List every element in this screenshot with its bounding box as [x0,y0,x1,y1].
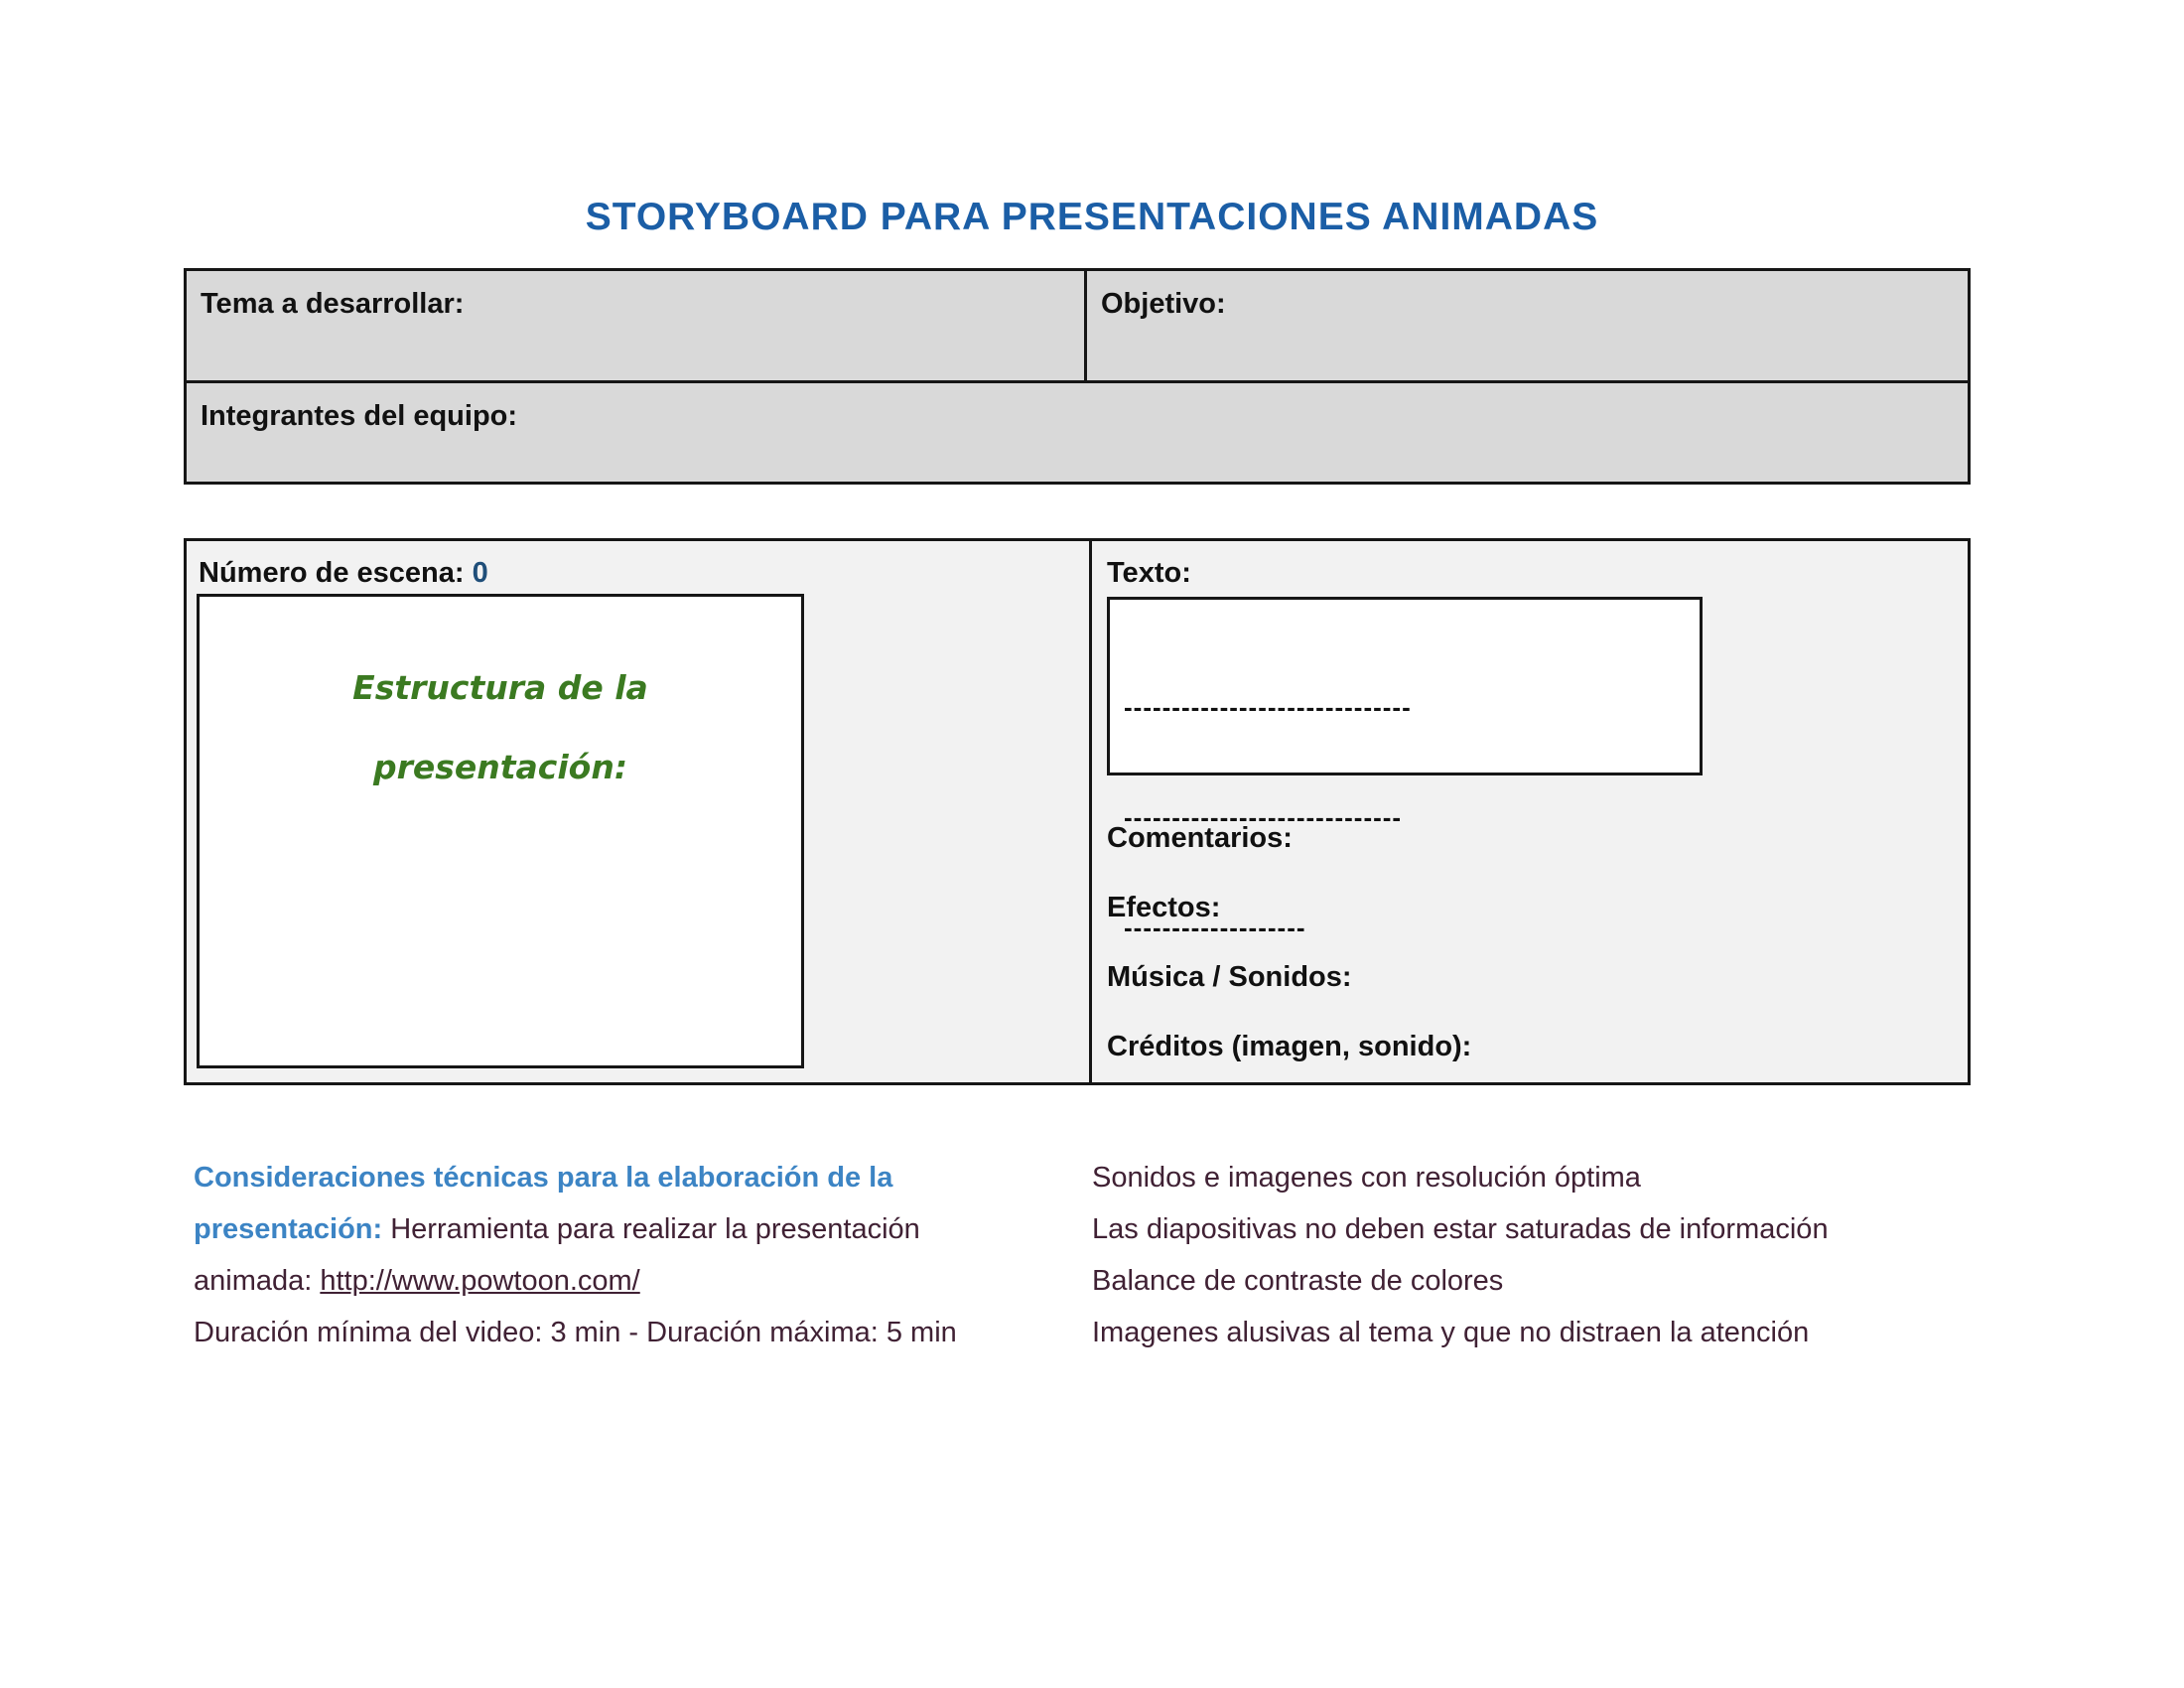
considerations-heading-line2: presentación: [194,1213,383,1245]
scene-block [184,538,1971,1085]
comentarios-label: Comentarios: [1107,822,1293,854]
consideration-item: Imagenes alusivas al tema y que no distraen la atención [1092,1317,1810,1348]
canvas-text-line2: presentación: [372,748,628,786]
consideration-item: Balance de contraste de colores [1092,1265,1504,1297]
objetivo-label: Objetivo: [1101,288,1226,320]
animada-prefix: animada: [194,1265,321,1297]
integrantes-label: Integrantes del equipo: [201,400,518,432]
musica-sonidos-label: Música / Sonidos: [1107,961,1352,993]
considerations-right-column [1092,1152,1966,1358]
herramienta-text: Herramienta para realizar la presentación [382,1213,920,1245]
powtoon-link[interactable]: http://www.powtoon.com/ [320,1265,640,1297]
considerations-heading-line1: Consideraciones técnicas para la elaboración de la [194,1162,893,1194]
scene-drawing-area [197,594,804,1068]
creditos-label: Créditos (imagen, sonido): [1107,1031,1472,1062]
duracion-text: Duración mínima del video: 3 min - Duración máxima: 5 min [194,1317,957,1348]
integrantes-cell [187,383,1968,482]
considerations-left-column [194,1152,1037,1358]
objetivo-cell [1087,271,1968,380]
consideration-item: Sonidos e imagenes con resolución óptima [1092,1162,1641,1194]
page-title: STORYBOARD PARA PRESENTACIONES ANIMADAS [585,196,1599,238]
texto-label: Texto: [1107,557,1191,589]
texto-dash-line: ----------------------------- [1124,802,1403,832]
scene-column-divider [1089,541,1092,1082]
canvas-text-line1: Estructura de la [352,668,648,707]
tema-cell [187,271,1087,380]
scene-number-label: Número de escena: [199,557,465,589]
scene-number-line [199,557,488,590]
info-table [184,268,1971,485]
info-table-row-1 [187,271,1968,383]
tema-label: Tema a desarrollar: [201,288,465,320]
consideration-item: Las diapositivas no deben estar saturadas de información [1092,1213,1829,1245]
texto-dash-line: ------------------- [1124,913,1306,942]
scene-number-value: 0 [472,557,488,589]
efectos-label: Efectos: [1107,892,1221,923]
texto-dash-line: ------------------------------ [1124,692,1412,722]
